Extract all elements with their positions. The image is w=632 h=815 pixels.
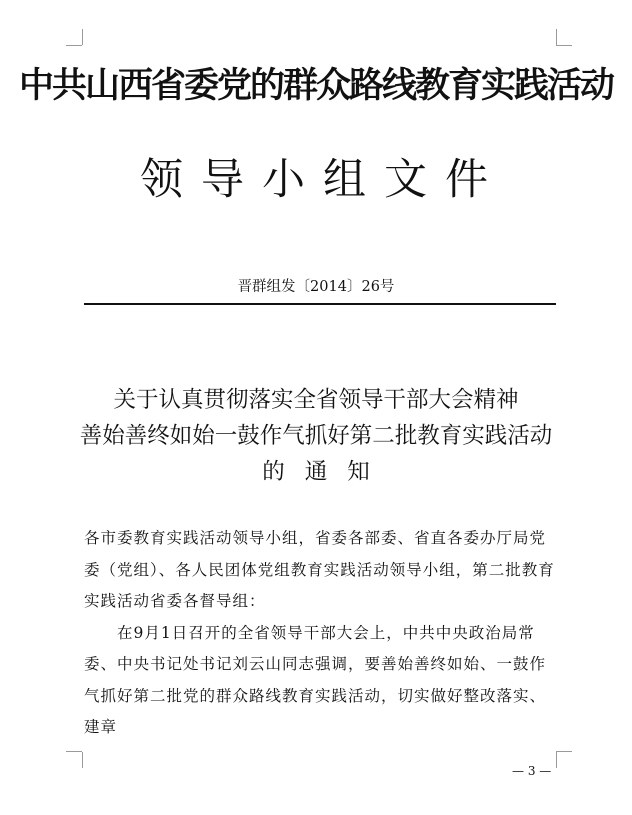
notice-title	[0, 382, 632, 490]
crop-mark	[556, 752, 557, 768]
crop-mark	[82, 29, 83, 45]
document-type-title: 领导小组文件	[140, 155, 506, 205]
recipients-paragraph: 各市委教育实践活动领导小组，省委各部委、省直各委办厅局党委（党组）、各人民团体党组教育实践活动领导小组，第二批教育实践活动省委各督导组：	[84, 529, 555, 610]
crop-mark	[556, 29, 557, 45]
notice-title-line-2: 善始善终如始一鼓作气抓好第二批教育实践活动	[79, 423, 553, 449]
header-divider-line	[84, 303, 556, 305]
body-paragraph-1: 在9月1日召开的全省领导干部大会上，中共中央政治局常委、中央书记处书记刘云山同志强调，要善始善终如始、一鼓作气抓好第二批党的群众路线教育实践活动，切实做好整改落实、建章	[84, 623, 547, 736]
crop-mark	[66, 45, 82, 46]
notice-title-line-1: 关于认真贯彻落实全省领导干部大会精神	[113, 387, 519, 413]
notice-title-line-3: 的通知	[262, 459, 390, 485]
crop-mark	[556, 751, 572, 752]
page-number: — 3 —	[512, 764, 552, 778]
document-body	[84, 523, 559, 744]
document-number: 晋群组发〔2014〕26号	[237, 279, 395, 295]
crop-mark	[556, 45, 572, 46]
issuing-organization-title: 中共山西省委党的群众路线教育实践活动	[18, 66, 613, 106]
crop-mark	[82, 752, 83, 768]
crop-mark	[66, 751, 82, 752]
